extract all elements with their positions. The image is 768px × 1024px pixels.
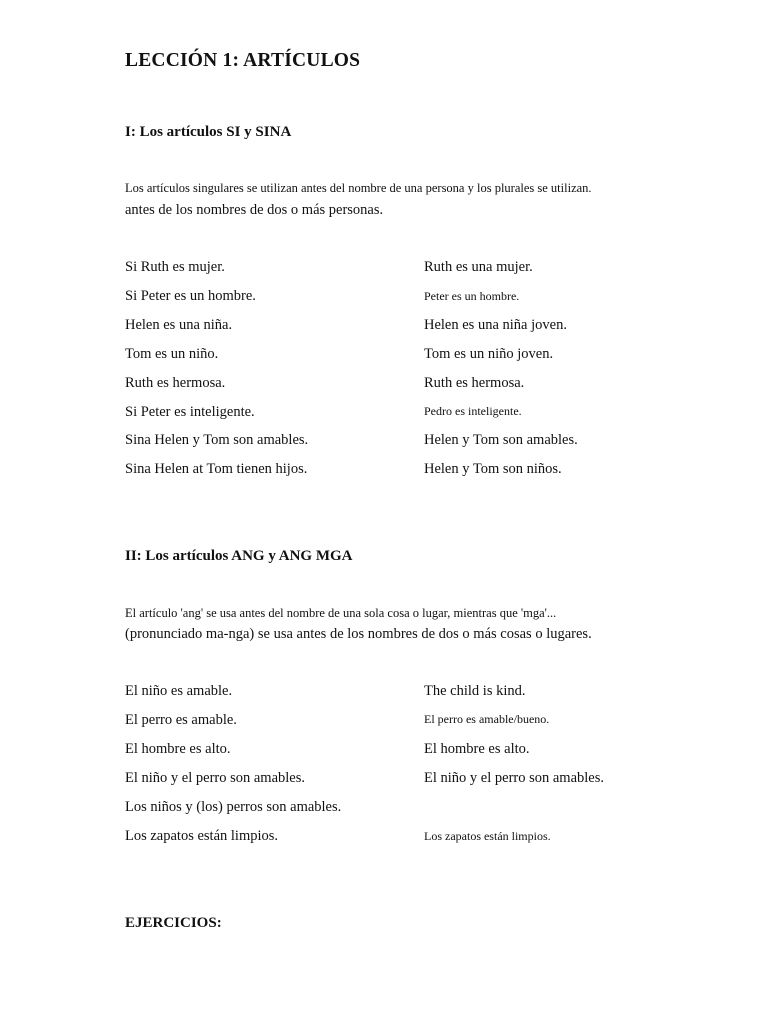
exercises-heading: EJERCICIOS: xyxy=(125,915,222,931)
example-translation: Helen es una niña joven. xyxy=(424,317,567,333)
example-translation: Tom es un niño joven. xyxy=(424,346,554,362)
example-spanish-tagalog: Si Peter es inteligente. xyxy=(125,404,255,420)
section-2-intro-line-2: (pronunciado ma-nga) se usa antes de los nombres de dos o más cosas o lugares. xyxy=(125,626,592,642)
example-translation: Ruth es hermosa. xyxy=(424,375,525,391)
example-spanish-tagalog: Tom es un niño. xyxy=(125,346,219,362)
example-spanish-tagalog: Sina Helen at Tom tienen hijos. xyxy=(125,461,308,477)
example-spanish-tagalog: El hombre es alto. xyxy=(125,741,231,757)
example-spanish-tagalog: Si Ruth es mujer. xyxy=(125,259,225,275)
section-2-heading: II: Los artículos ANG y ANG MGA xyxy=(125,548,353,564)
example-spanish-tagalog: Helen es una niña. xyxy=(125,317,233,333)
example-translation: The child is kind. xyxy=(424,683,526,699)
section-1-heading: I: Los artículos SI y SINA xyxy=(125,124,292,140)
example-translation: El niño y el perro son amables. xyxy=(424,770,604,786)
section-1-intro-line-1: Los artículos singulares se utilizan antes del nombre de una persona y los plurales se utilizan. xyxy=(125,181,592,195)
example-spanish-tagalog: Ruth es hermosa. xyxy=(125,375,226,391)
example-translation: Los zapatos están limpios. xyxy=(424,829,551,843)
example-translation: El hombre es alto. xyxy=(424,741,530,757)
example-spanish-tagalog: Los zapatos están limpios. xyxy=(125,828,279,844)
example-spanish-tagalog: Si Peter es un hombre. xyxy=(125,288,256,304)
example-spanish-tagalog: El niño y el perro son amables. xyxy=(125,770,305,786)
example-translation: El perro es amable/bueno. xyxy=(424,712,550,726)
example-spanish-tagalog: Los niños y (los) perros son amables. xyxy=(125,799,342,815)
example-spanish-tagalog: Sina Helen y Tom son amables. xyxy=(125,432,309,448)
example-translation: Helen y Tom son amables. xyxy=(424,432,578,448)
example-spanish-tagalog: El perro es amable. xyxy=(125,712,237,728)
section-2-intro-line-1: El artículo 'ang' se usa antes del nombre de una sola cosa o lugar, mientras que 'mga'... xyxy=(125,606,557,620)
example-spanish-tagalog: El niño es amable. xyxy=(125,683,233,699)
example-translation: Ruth es una mujer. xyxy=(424,259,533,275)
section-1-intro-line-2: antes de los nombres de dos o más personas. xyxy=(125,202,384,218)
example-translation: Pedro es inteligente. xyxy=(424,404,522,418)
example-translation: Helen y Tom son niños. xyxy=(424,461,562,477)
example-translation: Peter es un hombre. xyxy=(424,289,520,303)
page-title: LECCIÓN 1: ARTÍCULOS xyxy=(125,50,361,71)
